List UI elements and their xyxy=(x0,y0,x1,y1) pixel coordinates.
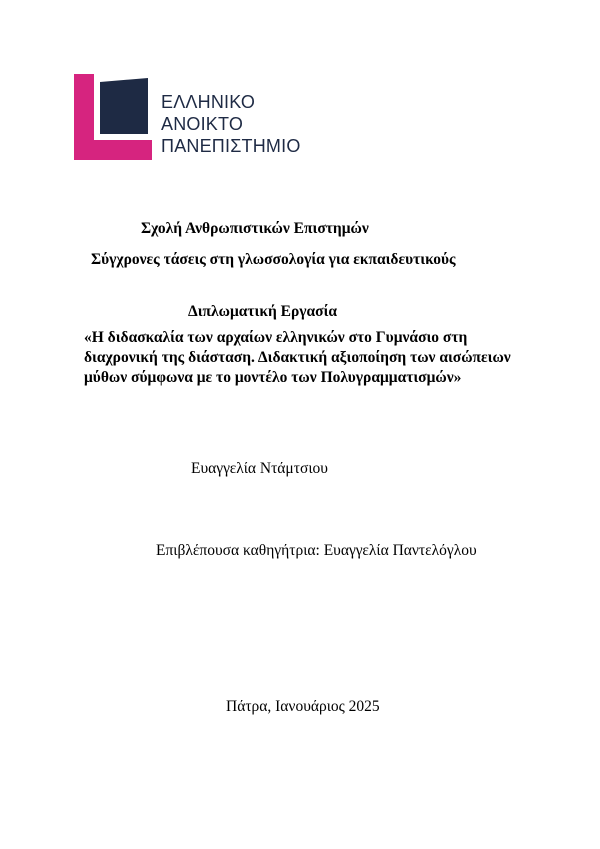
thesis-type: Διπλωματική Εργασία xyxy=(188,303,338,320)
school-name: Σχολή Ανθρωπιστικών Επιστημών xyxy=(141,220,369,237)
university-logo-icon xyxy=(74,74,152,160)
program-name: Σύγχρονες τάσεις στη γλωσσολογία για εκπαιδευτικούς xyxy=(91,251,456,268)
supervisor-name: Επιβλέπουσα καθηγήτρια: Ευαγγελία Παντελόγλου xyxy=(156,542,477,559)
thesis-title-line-2: διαχρονική της διάσταση. Διδακτική αξιοποίηση των αισώπειων xyxy=(84,349,511,366)
author-name: Ευαγγελία Ντάμτσιου xyxy=(191,460,328,477)
thesis-title-line-1: «Η διδασκαλία των αρχαίων ελληνικών στο Γυμνάσιο στη xyxy=(84,329,468,346)
university-name-line-1: ΕΛΛΗΝΙΚΟ xyxy=(161,92,256,112)
university-name-line-2: ΑΝΟΙΚΤΟ xyxy=(161,114,244,134)
place-and-date: Πάτρα, Ιανουάριος 2025 xyxy=(226,698,380,715)
thesis-title xyxy=(84,328,514,388)
university-name-line-3: ΠΑΝΕΠΙΣΤΗΜΙΟ xyxy=(161,136,301,156)
university-name xyxy=(161,91,301,157)
thesis-title-line-3: μύθων σύμφωνα με το μοντέλο των Πολυγραμματισμών» xyxy=(84,369,462,386)
